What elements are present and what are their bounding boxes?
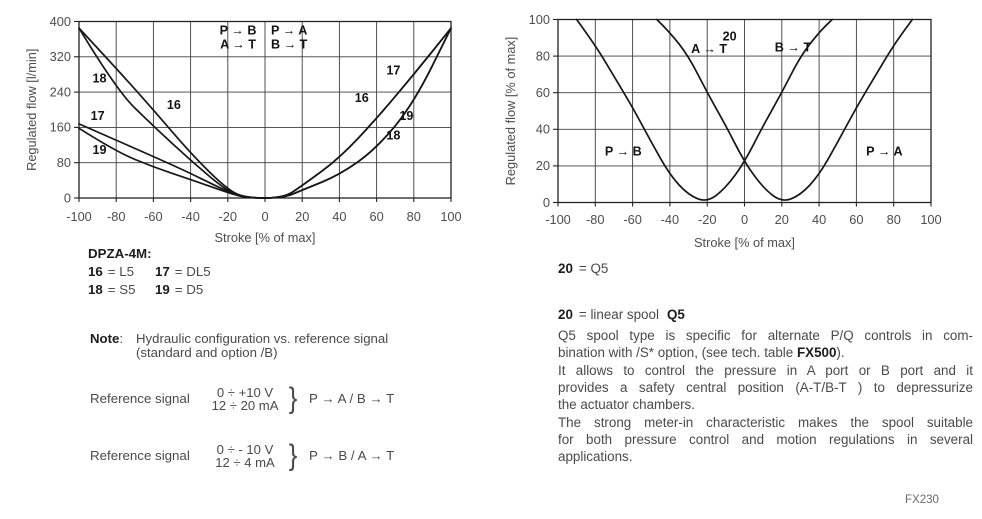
y-tick-label: 320	[49, 49, 71, 65]
x-tick-label: 60	[369, 209, 384, 224]
reference-signal-row	[90, 381, 395, 415]
curve-label: 19	[92, 142, 107, 157]
hydraulic-result: P → B / A → T	[309, 448, 395, 463]
spool-number: 19	[155, 282, 170, 297]
spool-number: 16	[88, 264, 103, 279]
x-tick-label: -40	[660, 212, 680, 227]
spool-line-name: Q5	[666, 307, 685, 322]
x-tick-label: 40	[811, 212, 827, 227]
y-tick-label: 60	[535, 85, 550, 100]
paragraph-text: It allows to control the pressure in A port or B port and it	[558, 362, 973, 378]
legend-item: P → A	[270, 23, 308, 38]
brace-glyph: }	[288, 381, 298, 415]
spool-map-entry	[155, 281, 222, 299]
spool-description-row	[558, 307, 685, 322]
x-tick-label: -80	[586, 212, 605, 227]
spool-code-row	[558, 261, 973, 276]
x-tick-label: -80	[106, 209, 126, 224]
y-tick-label: 100	[528, 11, 550, 27]
paragraph-text: the actuator chambers.	[558, 397, 695, 413]
paragraph-text: Q5 spool type is specific for alternate P/Q controls in com-	[558, 328, 973, 343]
curve-label: 16	[166, 97, 181, 112]
paragraph-bold-text: FX500	[796, 345, 837, 361]
current-range: 12 ÷ 20 mA	[211, 397, 279, 413]
y-tick-label: 80	[56, 155, 71, 170]
reference-signal-table	[90, 381, 395, 499]
curve-label: 20	[722, 29, 737, 44]
spool-line-number: 20	[558, 307, 573, 322]
spool-name: = L5	[107, 264, 135, 279]
y-tick-label: 80	[535, 48, 550, 64]
paragraph-line	[558, 396, 973, 413]
x-axis-label: Stroke [% of max]	[214, 230, 316, 245]
x-tick-label: 0	[740, 212, 749, 227]
spool-map-entry	[88, 263, 155, 281]
y-axis-label: Regulated flow [% of max]	[503, 36, 518, 186]
curve-label: P → A	[866, 144, 903, 159]
table-code: FX230	[905, 494, 939, 506]
x-tick-label: 20	[774, 212, 789, 227]
note-block	[90, 332, 388, 360]
spool-code-number: 20	[558, 261, 573, 276]
curve-label: 17	[386, 63, 401, 78]
curve-label: A → T	[691, 42, 728, 57]
y-tick-label: 40	[535, 121, 550, 137]
spool-map-row	[88, 263, 222, 281]
spool-name: = DL5	[174, 264, 211, 279]
paragraph-text: applications.	[558, 449, 633, 465]
curve-label: 17	[90, 109, 105, 124]
paragraph-text: The strong meter-in characteristic makes the spool suitable	[558, 414, 973, 430]
x-tick-label: -40	[181, 209, 200, 224]
x-tick-label: 40	[332, 209, 347, 224]
spool-map-row	[88, 281, 222, 299]
paragraph-text: ).	[836, 345, 845, 361]
spool-name: = S5	[107, 282, 136, 297]
voltage-range: 0 ÷ +10 V	[216, 384, 274, 400]
x-tick-label: 100	[440, 209, 462, 224]
note-colon: :	[119, 331, 123, 346]
legend-item: B → T	[270, 37, 308, 52]
curve-label: B → T	[774, 40, 812, 55]
curve-label: 16	[354, 91, 369, 106]
legend-item: P → B	[219, 23, 257, 38]
note-line-2: (standard and option /B)	[136, 344, 278, 360]
brace-glyph: }	[288, 438, 298, 472]
paragraph-line	[558, 344, 973, 361]
spool-line-label: = linear spool	[578, 307, 659, 322]
signal-range-stack	[202, 386, 288, 412]
x-tick-label: 0	[261, 209, 269, 224]
spool-map	[88, 263, 222, 299]
spool-name: = D5	[174, 282, 204, 297]
voltage-range: 0 ÷ - 10 V	[216, 441, 274, 457]
curve-label: 19	[399, 109, 414, 124]
spool-map-entry	[155, 263, 222, 281]
paragraph-line	[558, 431, 973, 448]
x-axis-label: Stroke [% of max]	[694, 235, 795, 250]
q5-notes-column	[558, 261, 973, 465]
y-tick-label: 0	[63, 190, 71, 206]
paragraph-line	[558, 414, 973, 431]
curve-label: P → B	[604, 144, 642, 159]
curve-label: 18	[92, 71, 107, 86]
x-tick-label: -60	[144, 209, 163, 224]
x-tick-label: 20	[295, 209, 310, 224]
y-tick-label: 160	[49, 119, 71, 135]
reference-signal-label: Reference signal	[90, 391, 190, 406]
paragraph-line	[558, 362, 973, 379]
x-tick-label: -60	[623, 212, 642, 227]
current-range: 12 ÷ 4 mA	[215, 454, 275, 470]
note-line-1: Hydraulic configuration vs. reference signal	[136, 331, 389, 346]
y-tick-label: 20	[535, 158, 550, 174]
model-title: DPZA-4M:	[88, 246, 152, 261]
y-axis-label: Regulated flow [l/min]	[24, 48, 39, 171]
paragraph-text: for both pressure control and motion regulations in several	[558, 432, 973, 448]
x-tick-label: -100	[545, 212, 571, 227]
note-label-text: Note	[90, 331, 120, 346]
hydraulic-result: P → A / B → T	[309, 391, 395, 406]
spool-number: 17	[155, 264, 170, 279]
x-tick-label: 100	[920, 212, 942, 227]
x-tick-label: -100	[66, 209, 92, 224]
paragraph-line	[558, 327, 973, 344]
legend-item: A → T	[220, 37, 256, 52]
flow-chart-percent	[491, 0, 982, 256]
reference-signal-label: Reference signal	[90, 448, 190, 463]
paragraph-line	[558, 448, 973, 465]
note-text	[136, 332, 388, 360]
x-tick-label: -20	[697, 212, 717, 227]
signal-range-stack	[202, 443, 288, 469]
note-label	[90, 332, 136, 360]
spool-number: 18	[88, 282, 103, 297]
spool-code-legend	[88, 245, 222, 299]
x-tick-label: 80	[406, 209, 421, 224]
x-tick-label: 80	[886, 212, 901, 227]
reference-signal-row	[90, 438, 395, 472]
y-tick-label: 240	[49, 84, 71, 100]
paragraph-line	[558, 379, 973, 396]
spool-code-label: = Q5	[578, 261, 609, 276]
y-tick-label: 0	[542, 194, 550, 210]
q5-description	[558, 327, 973, 466]
y-tick-label: 400	[49, 13, 71, 29]
x-tick-label: 60	[849, 212, 864, 227]
paragraph-text: provides a safety central position (A-T/B-T ) to depressurize	[558, 380, 973, 396]
curve-label: 18	[386, 128, 401, 143]
x-tick-label: -20	[218, 209, 238, 224]
flow-chart-lmin	[0, 0, 491, 256]
spool-map-entry	[88, 281, 155, 299]
paragraph-text: bination with /S* option, (see tech. table	[558, 345, 797, 361]
